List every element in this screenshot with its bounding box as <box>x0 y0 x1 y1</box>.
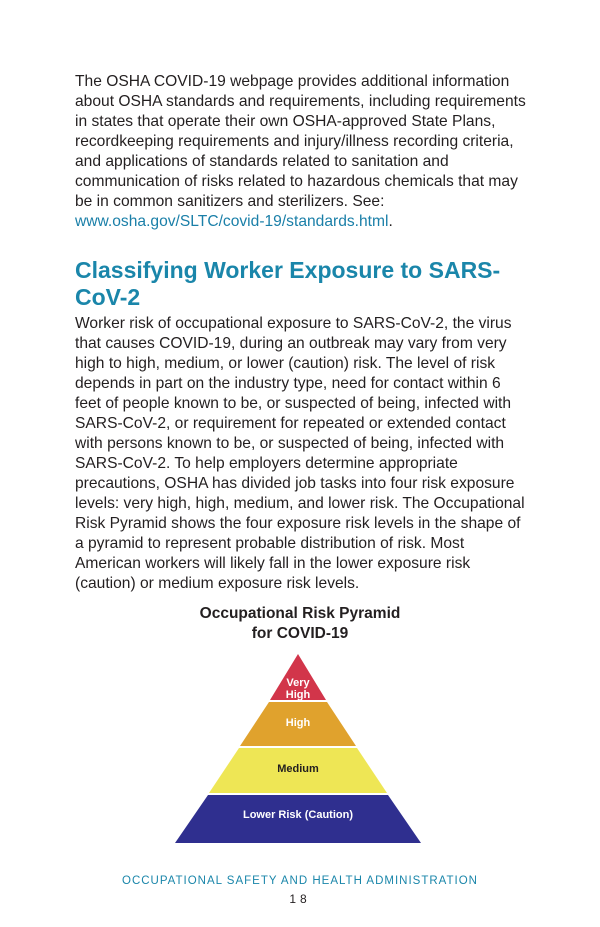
standards-link[interactable]: www.osha.gov/SLTC/covid-19/standards.html <box>75 213 389 230</box>
pyramid-label-lower: Lower Risk (Caution) <box>242 809 354 821</box>
intro-text: The OSHA COVID-19 webpage provides additional information about OSHA standards and requirements, including requirements in states that operate their own OSHA-approved State Plans, recordkeeping requirements and injury/illness recording criteria, and applications of standards related to sanitation and communication of risks related to hazardous chemicals that may be in common sanitizers and sterilizers. See: <box>75 73 526 210</box>
pyramid-label-very-high-2: High <box>285 689 311 701</box>
intro-end: . <box>388 213 393 230</box>
page-number: 18 <box>289 892 311 906</box>
figure-title-line2: for COVID-19 <box>251 625 349 642</box>
footer-agency: OCCUPATIONAL SAFETY AND HEALTH ADMINISTRATION <box>122 875 478 887</box>
figure-title-line1: Occupational Risk Pyramid <box>199 605 401 622</box>
pyramid-label-high: High <box>285 717 311 729</box>
section-heading: Classifying Worker Exposure to SARS-CoV-2 <box>75 257 501 310</box>
section-body: Worker risk of occupational exposure to SARS-CoV-2, the virus that causes COVID-19, during an outbreak may vary from very high to high, medium, or lower (caution) risk. The level of risk depends in part on the industry type, need for contact within 6 feet of people known to be, or suspected of being, infected with SARS-CoV-2, or requirement for repeated or extended contact with persons known to be, or suspected of being, infected with SARS-CoV-2. To help employers determine appropriate precautions, OSHA has divided job tasks into four risk exposure levels: very high, high, medium, and lower risk. The Occupational Risk Pyramid shows the four exposure risk levels in the shape of a pyramid to represent probable distribution of risk. Most American workers will likely fall in the lower exposure risk (caution) or medium exposure risk levels. <box>75 315 525 592</box>
pyramid-label-very-high-1: Very <box>286 677 310 689</box>
pyramid-label-medium: Medium <box>277 763 319 775</box>
